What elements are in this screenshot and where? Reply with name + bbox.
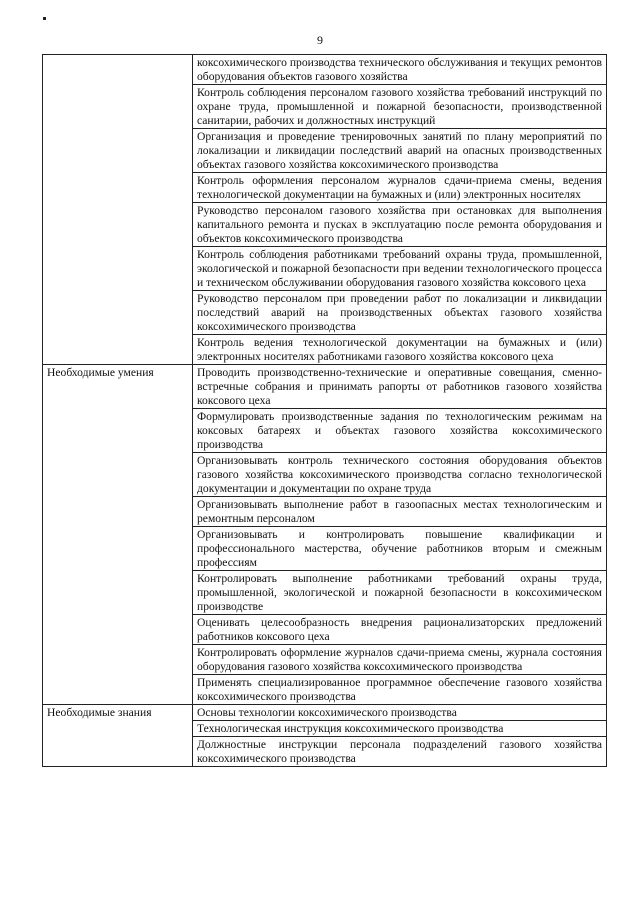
table-cell: Организация и проведение тренировочных занятий по плану мероприятий по локализации и ликвидации последствий аварий на опасных производственных объектах газового хозяйства коксохимического производства (193, 129, 607, 173)
table-cell: Технологическая инструкция коксохимического производства (193, 721, 607, 737)
table-cell: Контролировать оформление журналов сдачи-приема смены, журнала состояния оборудования газового хозяйства коксохимического производства (193, 645, 607, 675)
table-cell: Руководство персоналом при проведении работ по локализации и ликвидации последствий аварий на производственных объектах газового хозяйства коксохимического производства (193, 291, 607, 335)
table-cell: Контроль соблюдения персоналом газового хозяйства требований инструкций по охране труда, промышленной и пожарной безопасности, производственной санитарии, рабочих и должностных инструкций (193, 85, 607, 129)
table-cell: Оценивать целесообразность внедрения рационализаторских предложений работников коксового цеха (193, 615, 607, 645)
table-cell: Контролировать выполнение работниками требований охраны труда, промышленной, экологической и пожарной безопасности в коксохимическом производстве (193, 571, 607, 615)
table-cell: Контроль ведения технологической документации на бумажных и (или) электронных носителях работниками газового хозяйства коксового цеха (193, 335, 607, 365)
table-cell: Применять специализированное программное обеспечение газового хозяйства коксохимического производства (193, 675, 607, 705)
table-cell: Организовывать и контролировать повышение квалификации и профессионального мастерства, обучение работников вторым и смежным профессиям (193, 527, 607, 571)
table-row (43, 365, 607, 409)
scan-mark (43, 17, 46, 20)
requirements-table (42, 54, 607, 767)
table-cell: Контроль оформления персоналом журналов сдачи-приема смены, ведения технологической документации на бумажных и (или) электронных носителях (193, 173, 607, 203)
table-cell: коксохимического производства технического обслуживания и текущих ремонтов оборудования объектов газового хозяйства (193, 55, 607, 85)
knowledge-label: Необходимые знания (43, 705, 193, 767)
table-cell: Основы технологии коксохимического производства (193, 705, 607, 721)
table-cell: Формулировать производственные задания по технологическим режимам на коксовых батареях и объектах газового хозяйства коксохимического производства (193, 409, 607, 453)
table-cell: Организовывать контроль технического состояния оборудования объектов газового хозяйства коксохимического производства согласно технологической документации и документации по охране труда (193, 453, 607, 497)
table-cell: Организовывать выполнение работ в газоопасных местах технологическим и ремонтным персоналом (193, 497, 607, 527)
continuation-label-cell (43, 55, 193, 365)
table-cell: Контроль соблюдения работниками требований охраны труда, промышленной, экологической и пожарной безопасности при ведении технологического процесса и техническом обслуживании оборудования газового хозяйства коксового цеха (193, 247, 607, 291)
table-cell: Проводить производственно-технические и оперативные совещания, сменно-встречные собрания и принимать рапорты от работников газового хозяйства коксового цеха (193, 365, 607, 409)
skills-label: Необходимые умения (43, 365, 193, 705)
table-row (43, 55, 607, 85)
table-cell: Должностные инструкции персонала подразделений газового хозяйства коксохимического производства (193, 737, 607, 767)
table-row (43, 705, 607, 721)
page-number: 9 (317, 33, 323, 47)
table-cell: Руководство персоналом газового хозяйства при остановках для выполнения капитального ремонта и пусках в эксплуатацию после ремонта оборудования и объектов коксохимического производства (193, 203, 607, 247)
